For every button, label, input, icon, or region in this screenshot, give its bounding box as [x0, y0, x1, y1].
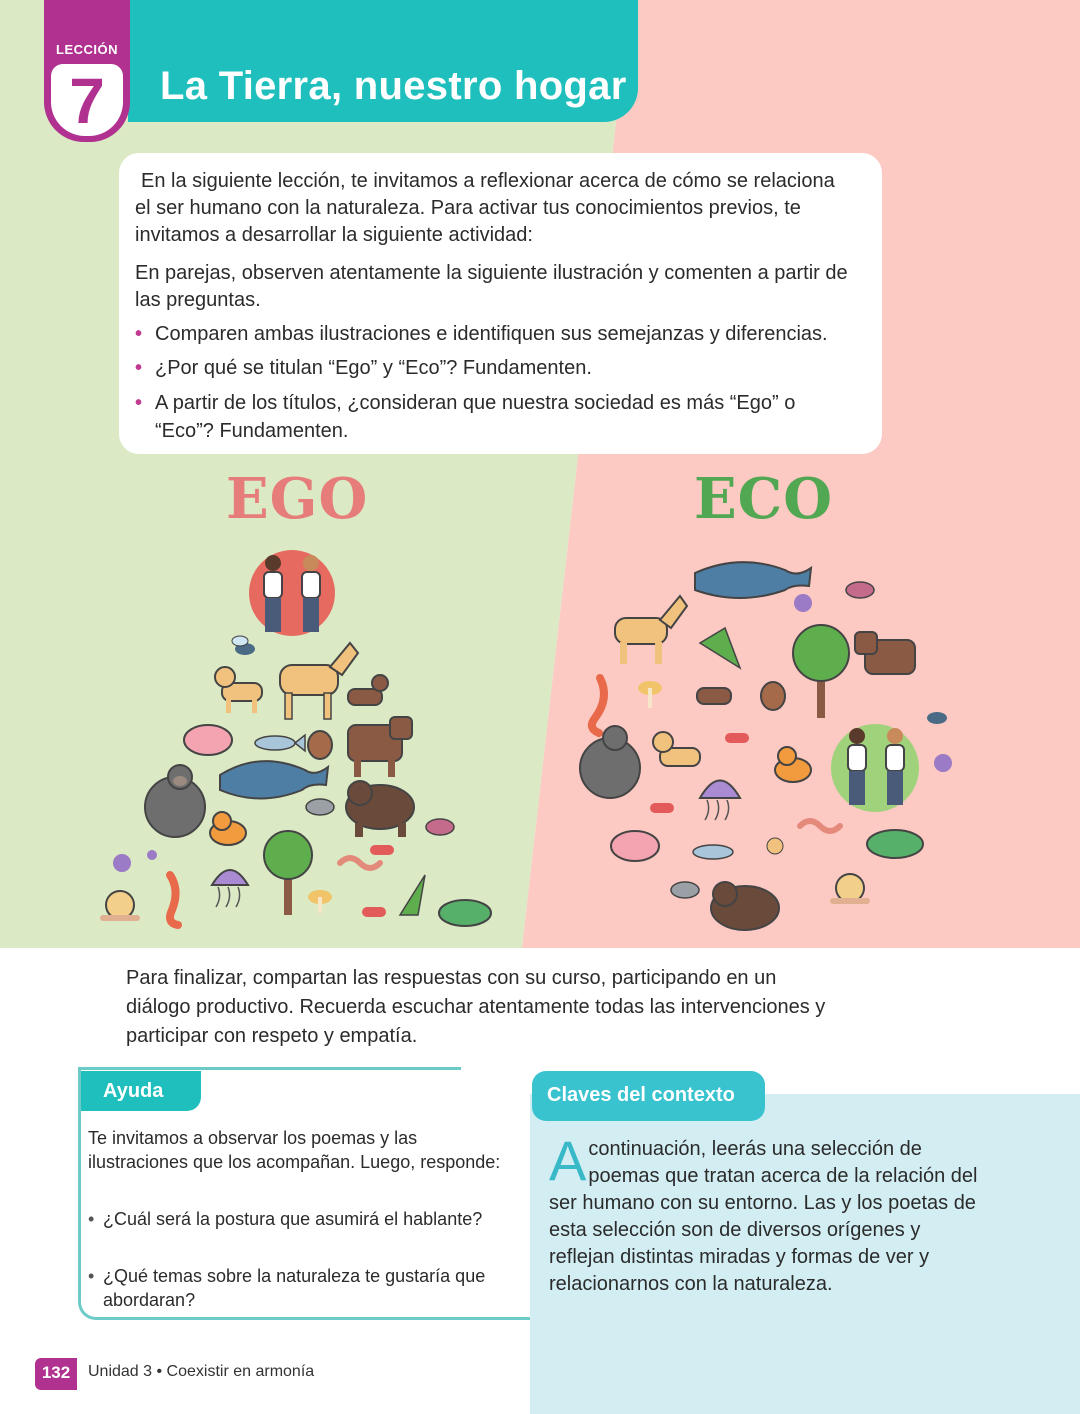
ayuda-text: Te invitamos a observar los poemas y las ilustraciones que los acompañan. Luego, responde:: [88, 1128, 501, 1172]
snail-icon: [830, 874, 870, 904]
question-item: [135, 389, 835, 445]
footer-unit: Unidad 3 • Coexistir en armonía: [88, 1363, 315, 1380]
question-text: ¿Por qué se titulan “Ego” y “Eco”? Fundamenten.: [155, 357, 592, 379]
horse-icon: [615, 596, 687, 664]
claves-text: continuación, leerás una selección de poemas que tratan acerca de la relación del ser humano con su entorno. Las y los poetas de esta selección son de diversos orígenes y reflejan distintas miradas y formas de ver y relacionarnos con la naturaleza.: [549, 1138, 978, 1295]
fish-icon: [693, 845, 733, 859]
ego-title: EGO: [226, 466, 369, 532]
claves-paragraph: [549, 1129, 989, 1298]
mushroom-icon: [638, 681, 662, 708]
flower-icon: [767, 838, 783, 854]
bullet-icon: •: [135, 323, 143, 345]
gorilla-icon: [580, 726, 640, 798]
bullet-icon: •: [88, 1209, 95, 1229]
intro-paragraph-1: En la siguiente lección, te invitamos a reflexionar acerca de cómo se relaciona el ser humano con la naturaleza. Para activar tus conocimientos previos, te invitamos a desarrollar la siguiente actividad:: [135, 170, 835, 246]
claves-tab: [532, 1071, 765, 1121]
cat-icon: [348, 675, 388, 705]
question-item: [135, 320, 875, 348]
page-title: La Tierra, nuestro hogar: [160, 64, 627, 108]
worm-icon: [340, 845, 394, 917]
intro-paragraph-2: En parejas, observen atentamente la siguiente ilustración y comenten a partir de las preguntas.: [135, 262, 848, 311]
chameleon-icon: [439, 900, 491, 926]
question-text: Comparen ambas ilustraciones e identifiquen sus semejanzas y diferencias.: [155, 323, 828, 345]
tree-icon: [264, 831, 312, 915]
fly-icon: [232, 636, 255, 655]
page-number-box: [35, 1358, 77, 1390]
lesson-label: LECCIÓN: [56, 42, 118, 57]
snail-icon: [100, 891, 140, 921]
ayuda-tab: [81, 1071, 201, 1111]
bullet-icon: •: [135, 392, 143, 414]
dog-icon: [215, 667, 262, 713]
fish-icon: [255, 735, 305, 751]
whale-icon: [695, 562, 811, 598]
seahorse-icon: [170, 875, 178, 925]
bullet-icon: •: [135, 357, 143, 379]
ayuda-item: [88, 1264, 508, 1312]
fly-icon: [927, 712, 947, 724]
jellyfish-icon: [212, 870, 248, 907]
eco-circle-illustration: [565, 548, 965, 940]
chameleon-icon: [867, 830, 923, 858]
humans-icon: [831, 724, 919, 812]
bullet-icon: •: [88, 1266, 95, 1286]
mouse-icon: [671, 882, 699, 898]
humans-icon: [249, 550, 335, 636]
ayuda-item: [88, 1207, 508, 1231]
question-item: [135, 354, 875, 382]
ego-pyramid-illustration: [80, 545, 510, 935]
cow-icon: [855, 632, 915, 674]
closing-paragraph: Para finalizar, compartan las respuestas con su curso, participando en un diálogo productivo. Recuerda escuchar atentamente todas las intervenciones y participar con respeto y empatía.: [126, 967, 826, 1047]
lesson-number-box: [51, 64, 123, 136]
fox-icon: [210, 812, 246, 845]
ayuda-item-text: ¿Qué temas sobre la naturaleza te gustaría que abordaran?: [103, 1266, 486, 1310]
hen-icon: [308, 731, 332, 759]
mushroom-icon: [308, 890, 332, 913]
bear-icon: [346, 781, 414, 837]
ayuda-top-border: [78, 1067, 461, 1070]
pig-icon: [611, 831, 659, 861]
drop-cap: A: [549, 1129, 587, 1192]
tree-icon: [793, 625, 849, 718]
plant-icon: [700, 628, 740, 668]
page-number: 132: [41, 1363, 71, 1382]
gorilla-icon: [145, 765, 205, 837]
bird-icon: [846, 582, 874, 598]
fox-icon: [775, 747, 811, 782]
lesson-tab: [44, 0, 130, 142]
eco-title: ECO: [694, 466, 834, 532]
pig-icon: [184, 725, 232, 755]
horse-icon: [280, 643, 358, 719]
hen-icon: [761, 682, 785, 710]
mouse-icon: [306, 799, 334, 815]
ayuda-item-text: ¿Cuál será la postura que asumirá el hablante?: [103, 1209, 483, 1229]
jellyfish-icon: [700, 781, 740, 821]
seahorse-icon: [592, 678, 604, 733]
whale-icon: [220, 761, 328, 798]
lesson-number: 7: [69, 65, 105, 137]
dog-icon: [653, 732, 700, 766]
claves-label: Claves del contexto: [547, 1084, 735, 1106]
cow-icon: [348, 717, 412, 777]
bear-icon: [711, 882, 779, 930]
flower-icon: [113, 850, 157, 872]
cat-icon: [697, 688, 731, 704]
bird-icon: [426, 819, 454, 835]
plant-icon: [400, 875, 425, 915]
intro-card: [119, 153, 882, 454]
question-text: A partir de los títulos, ¿consideran que nuestra sociedad es más “Ego” o “Eco”? Fundamenten.: [155, 392, 796, 442]
ayuda-label: Ayuda: [103, 1080, 164, 1102]
